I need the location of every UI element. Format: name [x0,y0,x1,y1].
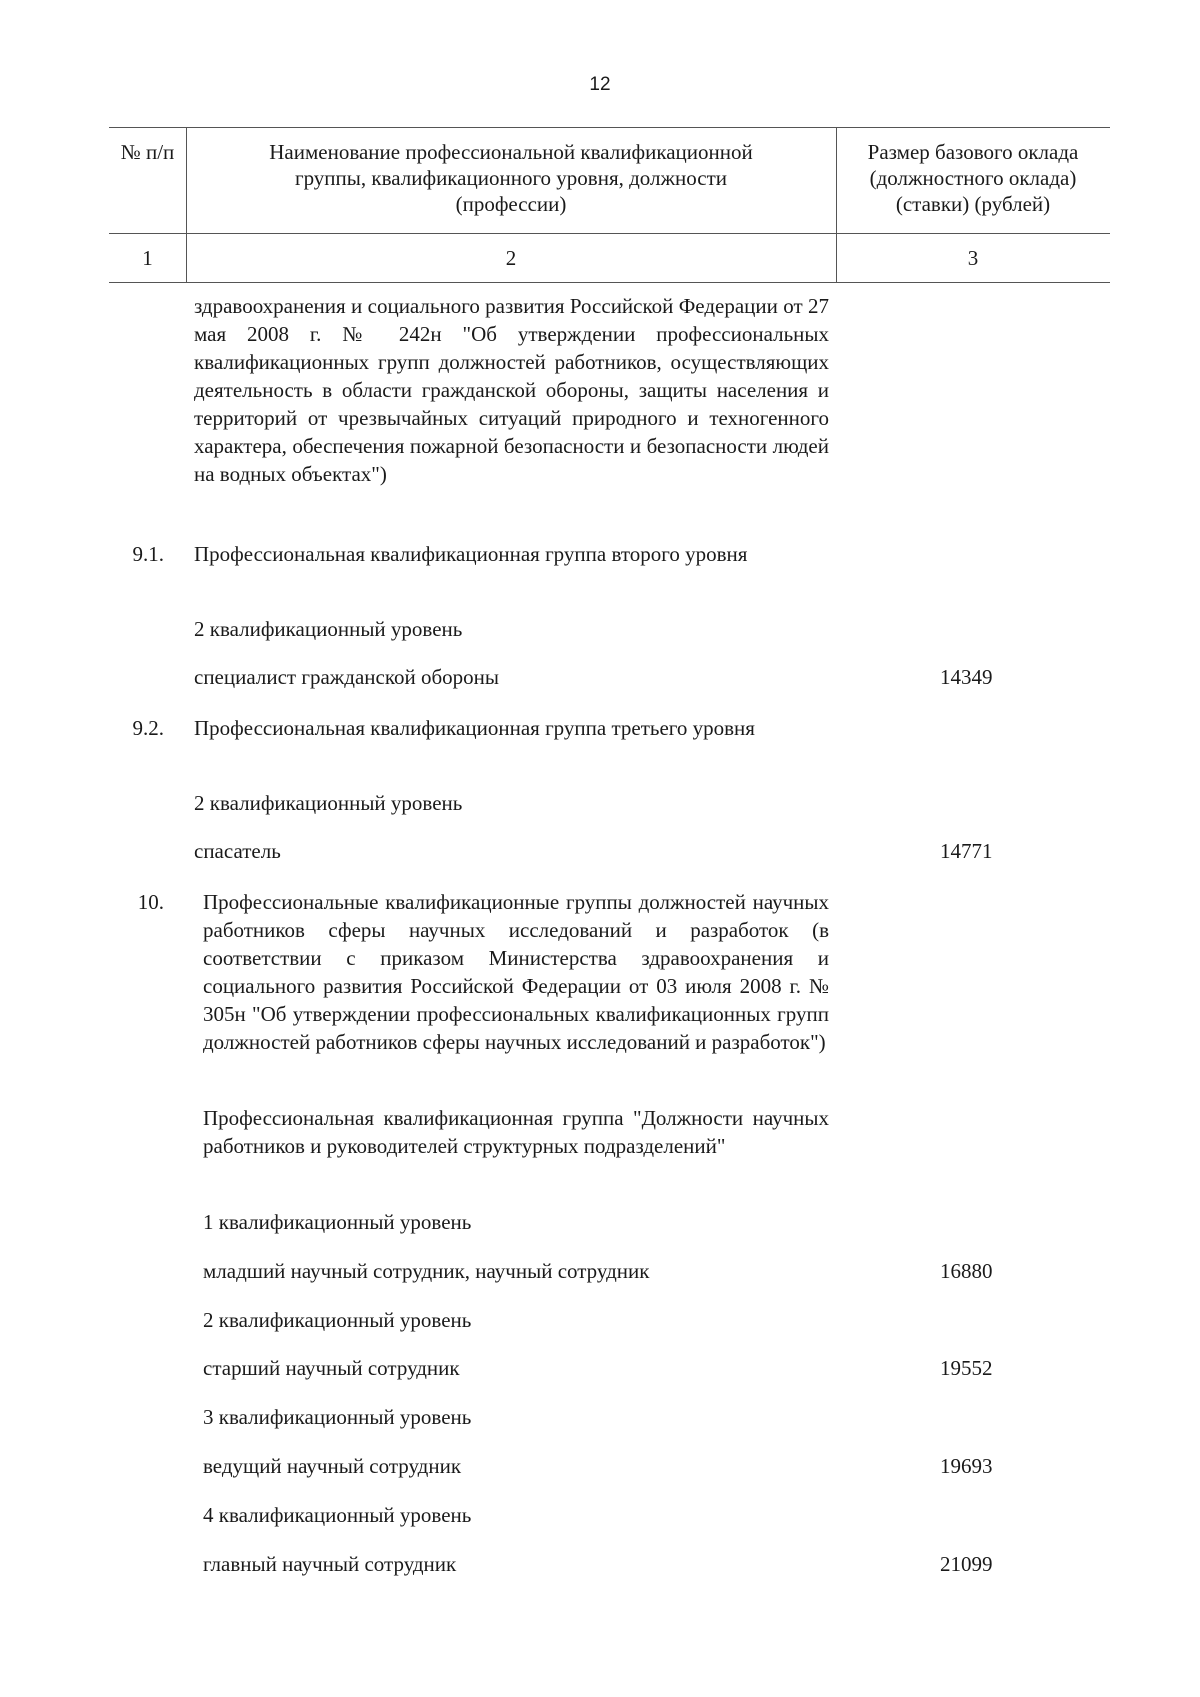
row-text: ведущий научный сотрудник [203,1454,462,1478]
header-col-number-index: 1 [142,246,153,270]
page-number: 12 [589,74,611,95]
header-col-salary-index: 3 [967,246,979,270]
row-salary: 19693 [940,1454,993,1478]
row-number: 9.1. [132,542,164,566]
row-text: 3 квалификационный уровень [203,1405,472,1429]
row-text: старший научный сотрудник [203,1356,460,1380]
row-text: главный научный сотрудник [203,1552,457,1576]
header-col-number: № п/п [120,140,175,164]
header-divider [109,233,1110,234]
table-top-border [109,127,1110,128]
row-text: Профессиональная квалификационная группа третьего уровня [194,716,755,740]
header-bottom-border [109,282,1110,283]
row-text: 1 квалификационный уровень [203,1210,472,1234]
row-text: специалист гражданской обороны [194,665,499,689]
header-col-name-line: Наименование профессиональной квалификационной [269,140,753,164]
header-col-name-line: (профессии) [455,192,567,216]
row-text: 2 квалификационный уровень [203,1308,472,1332]
row-text: Профессиональные квалификационные группы должностей научных работников сферы научных исследований и разработок (в соответствии с приказом Министерства здравоохранения и социального развития Российской Федерации от 03 июля 2008 г. № 305н "Об утверждении профессиональных квалификационных групп должностей работников сферы научных исследований и разработок") [203,890,829,1054]
header-col-name-index: 2 [505,246,517,270]
row-salary: 19552 [940,1356,993,1380]
row-salary: 14771 [940,839,993,863]
header-col-salary-line: (ставки) (рублей) [895,192,1051,216]
header-col-salary [836,139,1110,217]
row-text: Профессиональная квалификационная группа "Должности научных работников и руководителей структурных подразделений" [203,1106,829,1158]
row-text: спасатель [194,839,281,863]
row-text: 4 квалификационный уровень [203,1503,472,1527]
row-text: 2 квалификационный уровень [194,791,463,815]
header-col-salary-line: (должностного оклада) [869,166,1077,190]
row-text: Профессиональная квалификационная группа второго уровня [194,542,748,566]
row-text: младший научный сотрудник, научный сотрудник [203,1259,650,1283]
row-salary: 16880 [940,1259,993,1283]
row-text: здравоохранения и социального развития Российской Федерации от 27 мая 2008 г. № 242н "Об утверждении профессиональных квалификационных групп должностей работников, осуществляющих деятельность в области гражданской обороны, защиты населения и территорий от чрезвычайных ситуаций природного и техногенного характера, обеспечения пожарной безопасности и безопасности людей на водных объектах") [194,294,829,486]
row-text: 2 квалификационный уровень [194,617,463,641]
header-col-name-line: группы, квалификационного уровня, должности [294,166,728,190]
row-salary: 14349 [940,665,993,689]
header-col-name [186,139,836,217]
row-salary: 21099 [940,1552,993,1576]
row-number: 10. [137,890,164,914]
header-col-salary-line: Размер базового оклада [867,140,1079,164]
row-number: 9.2. [132,716,164,740]
